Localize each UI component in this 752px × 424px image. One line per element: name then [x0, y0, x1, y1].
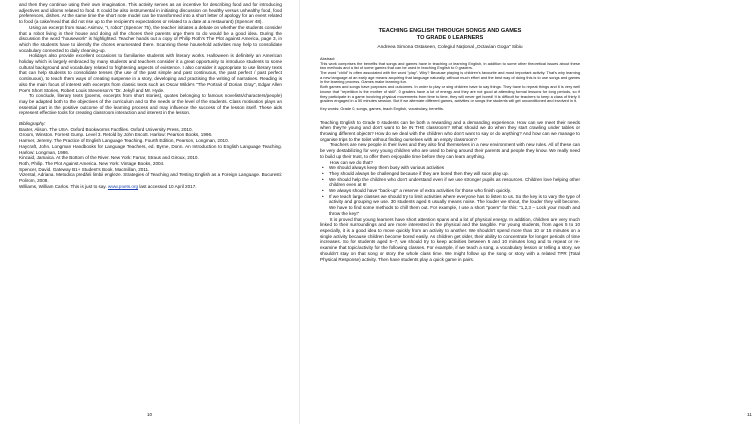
- abstract-paragraph: Both games and songs have purposes and outcomes. In order to play or sing children have to say things. They have to repeat things and it is very well known that "repetition is the mother of skill". 0 graders have a lot of energy and they are not good at attending formal lessons for long periods, so if they participate in a game involving physical movements from time to time, they will never get bored! It is difficult for teachers to keep a class of thirty 0 graders engaged in a 50 minutes session. But if we alternate different games, activities or songs the students will get unconditioned and involved in it.: [320, 84, 580, 104]
- bibliography-entry: [19, 184, 282, 190]
- author-line: Andreea Simona Ostaseen, Colegiul Național „Octavian Goga" Sibiu: [377, 45, 523, 51]
- page-number: 10: [147, 412, 153, 417]
- list-item: • If we teach large classes we should try to limit activities where everyone has to listen to us. So the key is to vary the type of activity and grouping we use. 30 students aged 6 usually means noise. The louder we shout, the louder they will become. We have to find some methods to chill them out. For example, I use a short "poem" for this: "1,2,3 – Lock your mouth and throw the key!": [329, 194, 580, 217]
- bibliography-entry: Haycraft, John. Longman Handbooks for Language Teachers, ed. Byrne, Donn. An Introduction to English Language Teaching. Harlow: Longman, 1986.: [19, 143, 282, 155]
- bibliography-entry-text: last accessed 10 April 2017.: [139, 183, 197, 189]
- article-title: TO GRADE 0 LEARNERS: [416, 34, 484, 41]
- page-number: 11: [747, 412, 752, 417]
- paragraph: and then they continue using their own imagination. This activity serves as an incentive for describing food and for introducing adjectives and idioms related to food. It could be also instrumental in initiating discussion on healthy versus unhealthy food, food preferences, dishes. At the same time the short note model can be transformed into a short letter of apology for an event related to food (a cake/meal that did not rise up to the recipient's expectations or related to a date at a restaurant) (Spencer 48).: [19, 2, 282, 25]
- poets-org-link[interactable]: www.poets.org: [107, 183, 139, 189]
- paragraph: Holidays also provide excellent occasions to familiarise students with literary works. Halloween is definitely an American holiday which is largely embraced by many students and teachers consider it a great opportunity to introduce students to some cultural background and vocabulary related to frightening aspects of existence. I also consider it appropriate to use literary texts that can help students to consolidate tenses (the use of the past simple and past continuous, the past perfect / past perfect continuous), to teach them ways of creating suspense in a story, developing and practising the writing of narratives. Reading is also the main focus of interest with excerpts from classic texts such as Oscar Wilde's "The Portrait of Dorian Gray", Edgar Allen Poe's Short Stories, Robert Louis Stevenson's "Dr. Jekyll and Mr. Hyde.: [19, 53, 282, 93]
- paragraph: Using an excerpt from Isaac Asimov, "I, robot" (Spencer 75), the teacher initiates a debate on whether the students consider that a robot living in their house and doing all the chores their parents urge them to do would be a good idea. During the discussion the word "housework" is highlighted. Teacher hands out a copy of Philip Roth's The Plot against America, page 3, in which the students have to identify the chores enumerated there. Scanning these household activities may help to consolidate vocabulary connected to daily cleaning-up.: [19, 24, 282, 53]
- abstract-paragraph: This work comprises the benefits that songs and games have in teaching or learning English, in addition to some other theoretical issues about these two methods and a list of some games that can be used in teaching English to 0 graders.: [320, 60, 580, 71]
- abstract-heading: Abstract:: [320, 55, 336, 61]
- keywords: Key words: Grade 0, songs, games, teach English, vocabulary, benefits.: [320, 105, 444, 111]
- bibliography-entry: Groom, Winston. Forrest Gump. Level 3. Retold by John Escott. Harlow: Pearson Books, 1996.: [19, 132, 213, 138]
- list-item: • We should help the children who don't understand even if we use stronger pupils as resources. Children love helping other children even at 6!: [329, 177, 580, 188]
- paragraph: How can we do that?: [330, 159, 373, 165]
- paragraph: Teachers are new people in their lives and they also find themselves in a new environment with new rules. All of these can be very destabilizing for very young children who are used to being around their parents and people they know. We really need to build up their trust, to offer them enjoyable time before they can learn anything.: [320, 142, 580, 159]
- bibliography-heading: Bibliography:: [19, 121, 46, 127]
- abstract-paragraph: The word "child" is often associated with the word "play". Why? Because playing is children's favourite and most important activity. That's why learning a new language at an early age means acquiring that language naturally, without much effort and the best way of doing this is to use songs and games in the learning process. Games make learning fun.: [320, 70, 580, 85]
- paragraph: It is proved that young learners have short attention spans and a lot of physical energy. In addition, children are very much linked to their surroundings and are more interested in the physical and the tangible. For young students, from ages 5 to 10 especially, it is a good idea to move quickly from an activity to another. We shouldn't spend more than 10 or 15 minutes on a single activity because children become bored easily. As children get older, their ability to concentrate for longer periods of time increases. So for students aged 5–7, we should try to keep activities between 5 and 10 minutes long and to repeat or re-examine that topic/activity for the following classes. For example, if we teach a song, a vocabulary lesson or telling a story, we shouldn't stay on that song or story the whole class time. We might follow up the song or story with a related TPR (Total Physical Response) activity. Then have students play a quick game in pairs.: [320, 216, 580, 262]
- bibliography-entry: Roth, Philip. The Plot Against America. New York: Vintage Books, 2004.: [19, 160, 165, 166]
- paragraph: To conclude, literary texts (poems, excerpts from short stories), quotes belonging to famous novelists/characters/people) may be adapted both to the objectives of the curriculum and to the needs or the level of the students. Class motivation plays an essential part in the positive outcome of the learning process and may influence the success of the lesson itself. These aids represent effective tools for creating classroom interaction and interest in the lesson.: [19, 93, 282, 116]
- bibliography-entry: Vizental, Adriana. Metodica predării limbii engleze. Strategies of Teaching and Testing English as a Foreign Language. Bucuresti: Polirom, 2008.: [19, 172, 282, 184]
- paragraph: Teaching English to Grade 0 students can be both a rewarding and a demanding experience. How can we meet their needs when they're young and don't want to be IN THE classroom? What should we do when they start crawling under tables or throwing different objects? How do we deal with the children who don't want to say or do anything? And how can we manage to organise trips to the toilet without finding ourselves with an empty classroom?: [320, 119, 580, 142]
- bibliography-entry: Baxter, Alison. The USA. Oxford Bookworms Factfiles. Oxford University Press, 2010.: [19, 126, 193, 132]
- list-item: • They should always be challenged because if they are bored then they will soon play up.: [329, 171, 580, 177]
- bibliography-entry-text: Williams, William Carlos. This is just to say.: [19, 183, 107, 189]
- article-title: TEACHING ENGLISH THROUGH SONGS AND GAMES: [378, 28, 522, 34]
- bibliography-entry: Kincaid, Jamaica. At the Bottom of the River. New York: Farrar, Straus and Giroux, 2010.: [19, 155, 199, 161]
- bibliography-entry: Harmer, Jeremy. The Practice of English Language Teaching. Fourth Edition, Pearson, Longman, 2010.: [19, 138, 229, 144]
- list-item: • We always should have "back-up" a reserve of extra activities for those who finish quickly.: [329, 188, 580, 194]
- tips-list: [320, 165, 580, 216]
- right-page: [300, 0, 752, 424]
- left-page: [0, 0, 300, 424]
- list-item: • We should always keep them busy with various activities: [329, 165, 580, 171]
- bibliography-entry: Spencer, David. Gateway B1+ Student's Book. Macmillan, 2011.: [19, 166, 150, 172]
